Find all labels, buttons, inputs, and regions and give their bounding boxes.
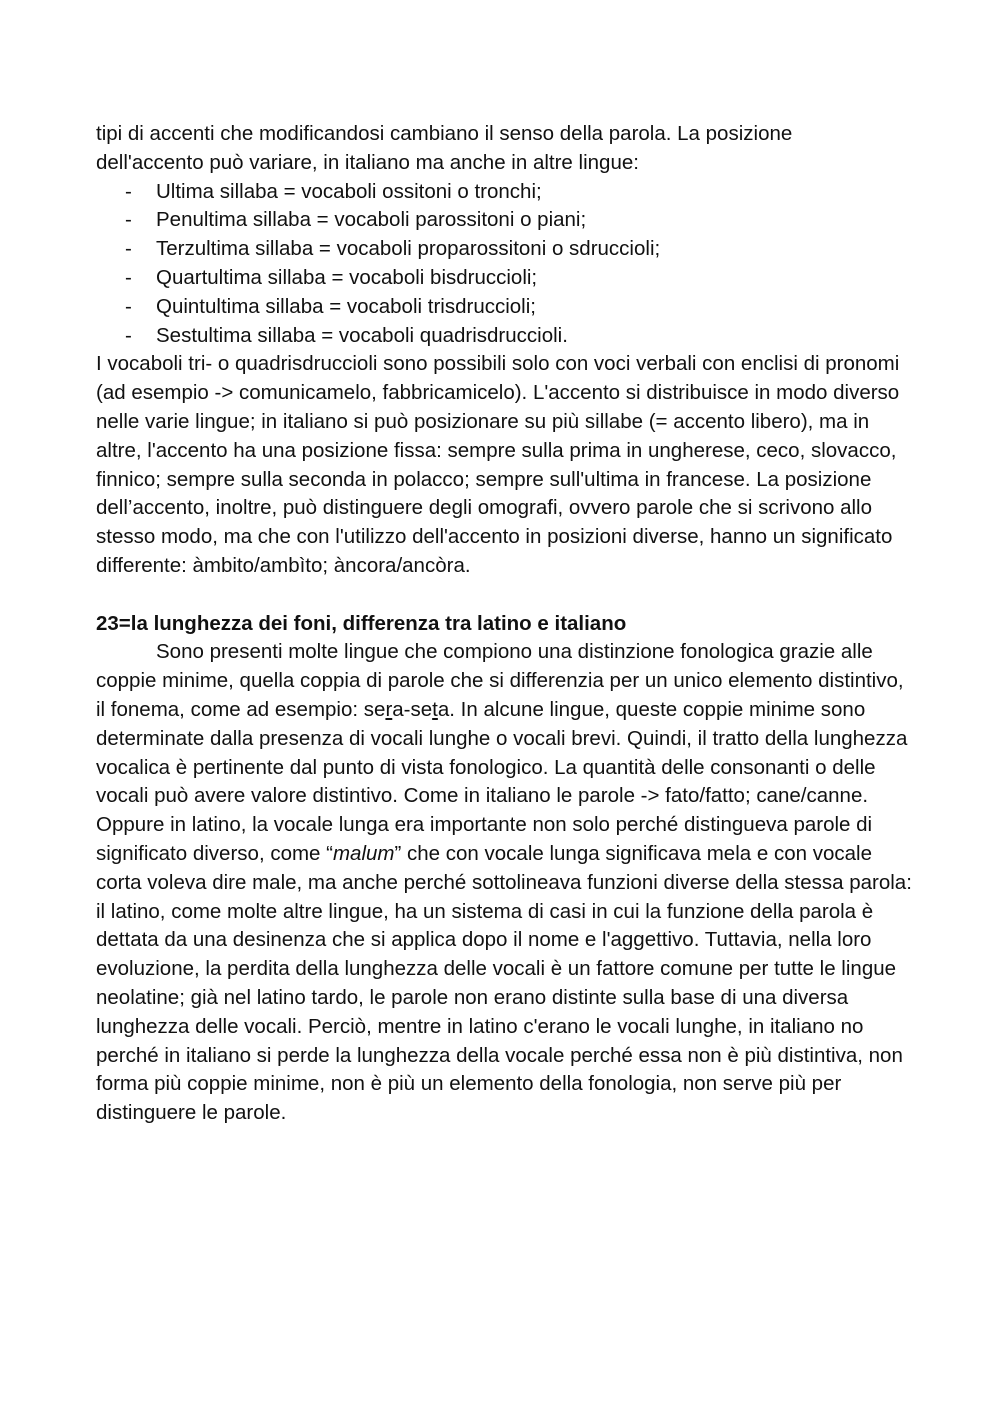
underlined-letter: t (432, 697, 438, 721)
list-item-text: Quartultima sillaba = vocaboli bisdruccioli; (156, 265, 538, 289)
list-bullet: - (125, 323, 132, 347)
list-item-text: Sestultima sillaba = vocaboli quadrisdruccioli. (156, 323, 568, 347)
intro-line-1: tipi di accenti che modificandosi cambiano il senso della parola. La posizione (96, 122, 793, 145)
list-item-text: Ultima sillaba = vocaboli ossitoni o tronchi; (156, 179, 542, 203)
list-item (96, 264, 916, 293)
accent-position-list (96, 178, 916, 351)
section-heading: 23=la lunghezza dei foni, differenza tra latino e italiano (96, 611, 627, 635)
text-run: a-se (392, 697, 433, 721)
list-item-text: Terzultima sillaba = vocaboli proparossitoni o sdruccioli; (156, 237, 661, 261)
list-item (96, 206, 916, 235)
text-run: Sono presenti molte lingue che compiono una distinzione fonologica grazie alle coppie minime, quella coppia di parole che si differenzia per un unico elemento distintivo, il fonema, come ad esempio: se (96, 640, 904, 721)
italic-term: malum (332, 841, 395, 865)
paragraph-spacer (96, 581, 916, 610)
document-page (96, 120, 916, 1128)
list-bullet: - (125, 237, 132, 261)
intro-line-2: dell'accento può variare, in italiano ma anche in altre lingue: (96, 150, 639, 174)
text-run: ” che con vocale lunga significava mela e con vocale corta voleva dire male, ma anche perché sottolineava funzioni diverse della stessa parola: il latino, come molte altre lingue, ha un sistema di casi in cui la funzione della parola è dettata da una desinenza che si applica dopo il nome e l'aggettivo. Tuttavia, nella loro evoluzione, la perdita della lunghezza delle vocali è un fattore comune per tutte le lingue neolatine; già nel latino tardo, le parole non erano distinte sulla base di una diversa lunghezza delle vocali. Perciò, mentre in latino c'erano le vocali lunghe, in italiano no perché in italiano si perde la lunghezza della vocale perché essa non è più distintiva, non forma più coppie minime, non è più un elemento della fonologia, non serve più per distinguere le parole. (96, 841, 912, 1125)
list-item (96, 322, 916, 351)
body-paragraph-length (96, 638, 916, 1128)
list-bullet: - (125, 294, 132, 318)
underlined-letter: r (385, 697, 393, 721)
list-item-text: Quintultima sillaba = vocaboli trisdruccioli; (156, 294, 536, 318)
list-item (96, 178, 916, 207)
list-item (96, 293, 916, 322)
list-bullet: - (125, 179, 132, 203)
list-item-text: Penultima sillaba = vocaboli parossitoni o piani; (156, 208, 587, 232)
list-item (96, 235, 916, 264)
body-paragraph-accent: I vocaboli tri- o quadrisdruccioli sono possibili solo con voci verbali con enclisi di pronomi (ad esempio -> comunicamelo, fabbricamicelo). L'accento si distribuisce in modo diverso nelle varie lingue; in italiano si può posizionare su più sillabe (= accento libero), ma in altre, l'accento ha una posizione fissa: sempre sulla prima in ungherese, ceco, slovacco, finnico; sempre sulla seconda in polacco; sempre sull'ultima in francese. La posizione dell’accento, inoltre, può distinguere degli omografi, ovvero parole che si scrivono allo stesso modo, ma che con l'utilizzo dell'accento in posizioni diverse, hanno un significato differente: àmbito/ambìto; àncora/ancòra. (96, 352, 900, 577)
list-bullet: - (125, 265, 132, 289)
intro-paragraph (96, 120, 916, 178)
text-run: a. In alcune lingue, queste coppie minime sono determinate dalla presenza di vocali lunghe o vocali brevi. Quindi, il tratto della lunghezza vocalica è pertinente dal punto di vista fonologico. La quantità delle consonanti o delle vocali può avere valore distintivo. Come in italiano le parole -> fato/fatto; cane/canne. Oppure in latino, la vocale lunga era importante non solo perché distingueva parole di significato diverso, come “ (96, 697, 908, 865)
list-bullet: - (125, 208, 132, 232)
